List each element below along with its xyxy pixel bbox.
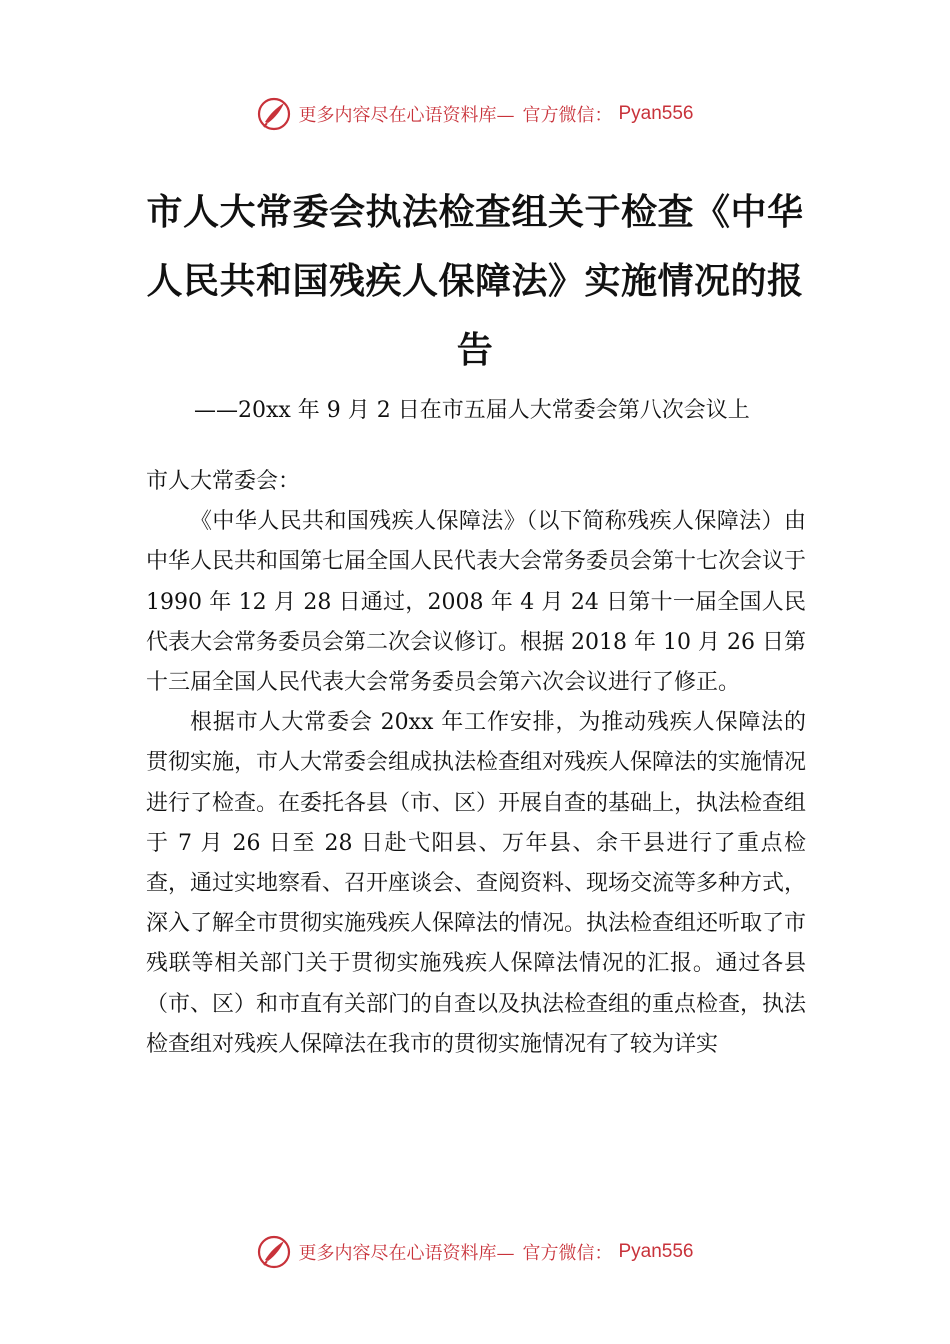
quill-logo-icon	[256, 1234, 292, 1270]
banner-site-text: 更多内容尽在心语资料库—	[298, 1243, 515, 1264]
body-paragraph-1: 《中华人民共和国残疾人保障法》（以下简称残疾人保障法）由中华人民共和国第七届全国人民代表大会常务委员会第十七次会议于 1990 年 12 月 28 日通过，2008 年 4 月 24 日第十一届全国人民代表大会常务委员会第二次会议修订。根据 2018 年 10 月 26 日第十三届全国人民代表大会常务委员会第六次会议进行了修正。	[146, 509, 807, 696]
document-body	[146, 462, 806, 1065]
footer-banner	[0, 1232, 950, 1272]
banner-wechat-label: 官方微信：	[522, 105, 613, 126]
banner-wechat-id: Pyan556	[618, 103, 694, 124]
banner-wechat-id: Pyan556	[618, 1241, 694, 1262]
salutation: 市人大常委会：	[146, 469, 301, 494]
header-banner	[0, 94, 950, 134]
quill-logo-icon	[256, 96, 292, 132]
body-paragraph-2: 根据市人大常委会 20xx 年工作安排，为推动残疾人保障法的贯彻实施，市人大常委会组成执法检查组对残疾人保障法的实施情况进行了检查。在委托各县（市、区）开展自查的基础上，执法检查组于 7 月 26 日至 28 日赴弋阳县、万年县、余干县进行了重点检查，通过实地察看、召开座谈会、查阅资料、现场交流等多种方式，深入了解全市贯彻实施残疾人保障法的情况。执法检查组还听取了市残联等相关部门关于贯彻实施残疾人保障法情况的汇报。通过各县（市、区）和市直有关部门的自查以及执法检查组的重点检查，执法检查组对残疾人保障法在我市的贯彻实施情况有了较为详实	[146, 710, 807, 1057]
document-title: 市人大常委会执法检查组关于检查《中华人民共和国残疾人保障法》实施情况的报告	[146, 192, 804, 371]
banner-wechat-label: 官方微信：	[522, 1243, 613, 1264]
banner-site-text: 更多内容尽在心语资料库—	[298, 105, 515, 126]
document-subtitle: ——20xx 年 9 月 2 日在市五届人大常委会第八次会议上	[194, 398, 750, 423]
